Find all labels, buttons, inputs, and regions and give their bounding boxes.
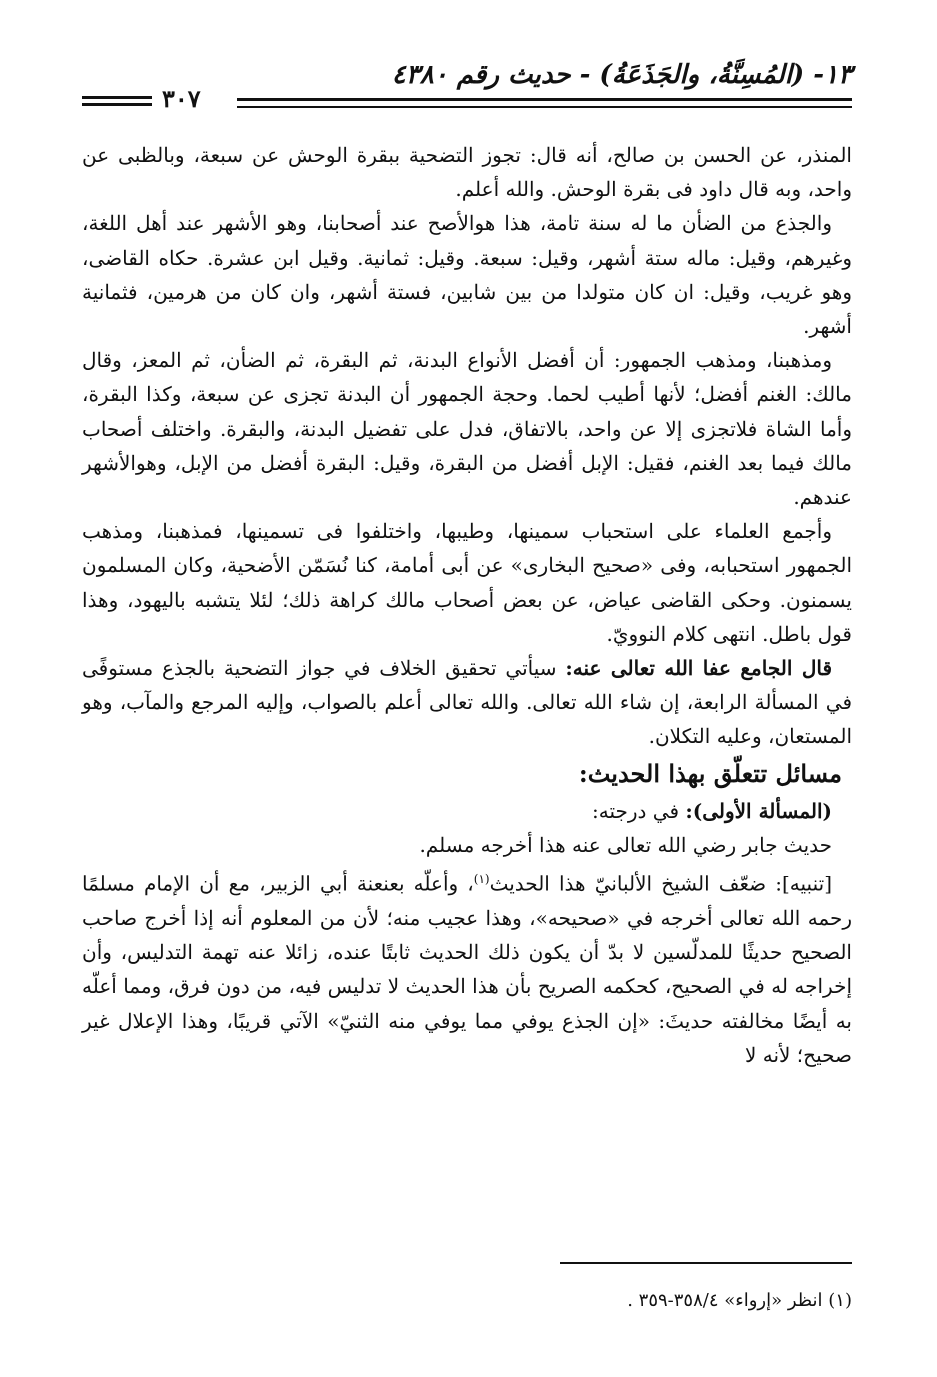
grading-text: حديث جابر رضي الله تعالى عنه هذا أخرجه مسلم. — [419, 832, 832, 857]
page-number-rule — [82, 96, 152, 99]
question-one-lead: (المسألة الأولى): — [685, 798, 832, 823]
compiler-note — [82, 651, 852, 754]
paragraph: ومذهبنا، ومذهب الجمهور: أن أفضل الأنواع البدنة، ثم البقرة، ثم الضأن، ثم المعز، وقال مالك: الغنم أفضل؛ لأنها أطيب لحما. وحجة الجمهور أن البدنة تجزى عن سبعة، وكذا البقرة، وأما الشاة فلاتجزى إلا عن واحد، بالاتفاق، فدل على تفضيل البدنة، والبقرة. واختلف أصحاب مالك فيما بعد الغنم، فقيل: الإبل أفضل من البقرة، وقيل: البقرة أفضل من الإبل، وهوالأشهر عندهم. — [82, 348, 853, 510]
header-rule — [237, 98, 852, 101]
page-number-rule — [82, 103, 152, 106]
chapter-title: ١٣- (المُسِنَّةُ، والجَذَعَةُ) - حديث رقم ٤٣٨٠ — [391, 60, 852, 90]
running-header — [82, 56, 852, 116]
footnote-separator — [560, 1262, 852, 1264]
main-text — [82, 138, 852, 1072]
page-number: ٣٠٧ — [162, 84, 201, 113]
paragraph: المنذر، عن الحسن بن صالح، أنه قال: تجوز التضحية ببقرة الوحش عن سبعة، وبالظبى عن واحد، وبه قال داود فى بقرة الوحش. والله أعلم. — [82, 143, 852, 202]
header-rule — [237, 106, 852, 108]
paragraph: والجذع من الضأن ما له سنة تامة، هذا هوالأصح عند أصحابنا، وهو الأشهر عند أهل اللغة، وغيرهم، وقيل: ماله ستة أشهر، وقيل: سبعة. وقيل: ثمانية. وقيل ابن عشرة. حكاه القاضى، وهو غريب، وقيل: ان كان متولدا من بين شابين، فستة أشهر، وان كان من هرمين، فثمانية أشهر. — [82, 211, 852, 339]
section-title: مسائل تتعلّق بهذا الحديث: — [578, 758, 842, 788]
notice-text: [تنبيه]: ضعّف الشيخ الألبانيّ هذا الحديث — [489, 871, 832, 896]
compiler-note-lead: قال الجامع عفا الله تعالى عنه: — [565, 656, 832, 681]
paragraph: وأجمع العلماء على استحباب سمينها، وطيبها، واختلفوا فى تسمينها، فمذهبنا، ومذهب الجمهور استحبابه، وفى «صحيح البخارى» عن أبى أمامة، كنا نُسَمّن الأضحية، وكان المسلمون يسمنون. وحكى القاضى عياض، عن بعض أصحاب مالك كراهة ذلك؛ لئلا يتشبه باليهود، وهذا قول باطل. انتهى كلام النوويّ. — [82, 519, 852, 646]
notice-text-continued: ، وأعلّه بعنعنة أبي الزبير، مع أن الإمام مسلمًا رحمه الله تعالى أخرجه في «صحيحه»، وهذا عجيب منه؛ لأن من المعلوم أنه إذا أخرج صاحب الصحيح حديثًا للمدلّسين لا بدّ أن يكون ذلك الحديث ثابتًا عنده، زائلا عنه تهمة التدليس، وأن إخراجه له في الصحيح، كحكمه الصريح بأن هذا الحديث لا تدليس فيه، من دون فرق، ومما أعلّه به أيضًا مخالفته حديثَ: «إن الجذع يوفي مما يوفي منه الثنيّ» الآتي قريبًا، وهذا الإعلال غير صحيح؛ لأنه لا — [82, 871, 852, 1067]
compiler-note-text: سيأتي تحقيق الخلاف في جواز التضحية بالجذع مستوفًى في المسألة الرابعة، إن شاء الله تعالى. والله تعالى أعلم بالصواب، وإليه المرجع والمآب، وهو المستعان، وعليه التكلان. — [82, 656, 852, 749]
footnote: (١) انظر «إرواء» ٣٥٨/٤-٣٥٩ . — [627, 1290, 852, 1311]
question-one-text: في درجته: — [592, 798, 680, 823]
footnote-reference[interactable]: (١) — [473, 872, 490, 887]
question-one — [82, 794, 852, 828]
notice-paragraph — [82, 862, 852, 1072]
